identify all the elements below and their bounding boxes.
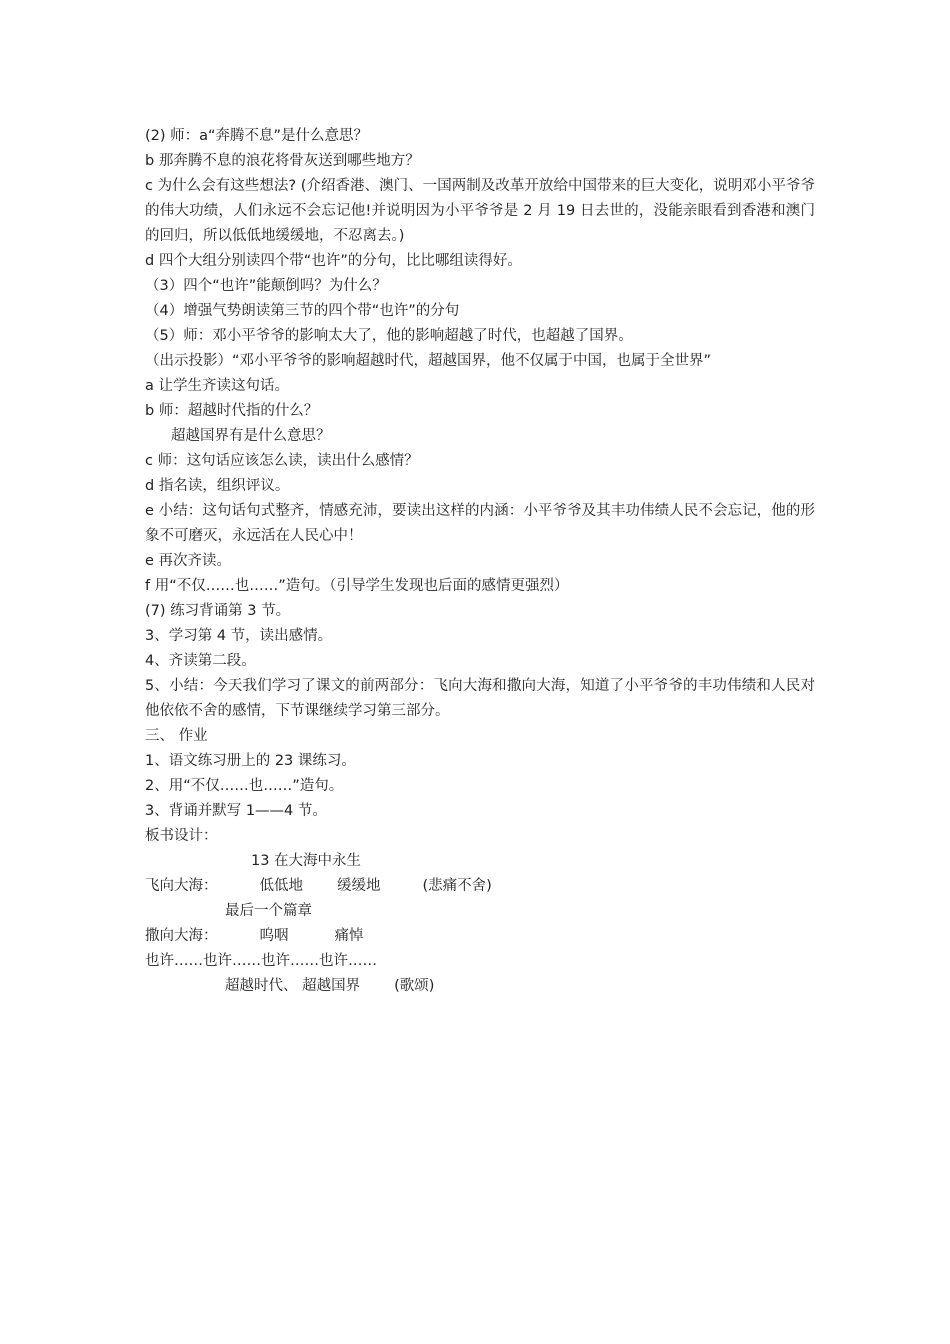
board-row	[145, 924, 815, 949]
paragraph: a 让学生齐读这句话。	[145, 378, 289, 394]
board-row: 也许……也许……也许……也许……	[145, 953, 377, 969]
board-design	[145, 849, 815, 999]
paragraph: (2) 师：a“奔腾不息”是什么意思？	[145, 128, 369, 144]
board-label: 撒向大海：	[145, 928, 218, 944]
board-row	[145, 974, 815, 999]
paragraph: （4）增强气势朗读第三节的四个带“也许”的分句	[145, 303, 460, 319]
board-note: (歌颂)	[394, 978, 435, 994]
document-page	[145, 124, 815, 999]
paragraph: 3、学习第 4 节，读出感情。	[145, 628, 333, 644]
paragraph: 板书设计：	[145, 828, 218, 844]
paragraph: b 师：超越时代指的什么？	[145, 403, 319, 419]
paragraph: c 师：这句话应该怎么读，读出什么感情？	[145, 453, 419, 469]
board-term: 呜咽	[259, 928, 289, 944]
paragraph: （5）师：邓小平爷爷的影响太大了，他的影响超越了时代，也超越了国界。	[145, 328, 633, 344]
board-label: 飞向大海：	[145, 878, 218, 894]
paragraph: (7) 练习背诵第 3 节。	[145, 603, 291, 619]
board-term: 痛悼	[334, 928, 364, 944]
paragraph: d 四个大组分别读四个带“也许”的分句，比比哪组读得好。	[145, 253, 522, 269]
paragraph: e 再次齐读。	[145, 553, 232, 569]
paragraph: 1、语文练习册上的 23 课练习。	[145, 753, 356, 769]
board-row	[145, 874, 815, 899]
board-term: 缓缓地	[337, 878, 381, 894]
section-heading: 三、 作业	[145, 728, 208, 744]
paragraph: b 那奔腾不息的浪花将骨灰送到哪些地方？	[145, 153, 420, 169]
paragraph: 超越国界有是什么意思？	[171, 428, 331, 444]
board-row: 最后一个篇章	[225, 903, 312, 919]
paragraph: （3）四个“也许”能颠倒吗？为什么？	[145, 278, 387, 294]
paragraph: 4、齐读第二段。	[145, 653, 256, 669]
paragraph: 2、用“不仅……也……”造句。	[145, 778, 344, 794]
board-term: 低低地	[259, 878, 303, 894]
paragraph: e 小结：这句话句式整齐，情感充沛，要读出这样的内涵：小平爷爷及其丰功伟绩人民不会忘记，他的形象不可磨灭，永远活在人民心中！	[145, 503, 815, 544]
board-note: (悲痛不舍)	[422, 878, 492, 894]
paragraph: 5、小结：今天我们学习了课文的前两部分：飞向大海和撒向大海，知道了小平爷爷的丰功伟绩和人民对他依依不舍的感情，下节课继续学习第三部分。	[145, 678, 815, 719]
paragraph: d 指名读，组织评议。	[145, 478, 290, 494]
board-term: 超越时代、 超越国界	[225, 978, 361, 994]
board-title: 13 在大海中永生	[251, 853, 362, 869]
paragraph: c 为什么会有这些想法? (介绍香港、澳门、一国两制及改革开放给中国带来的巨大变化，说明邓小平爷爷的伟大功绩，人们永远不会忘记他!并说明因为小平爷爷是 2 月 19 日去世的，没能亲眼看到香港和澳门的回归，所以低低地缓缓地，不忍离去。)	[145, 178, 815, 244]
paragraph: f 用“不仅……也……”造句。（引导学生发现也后面的感情更强烈）	[145, 578, 569, 594]
paragraph: 3、背诵并默写 1——4 节。	[145, 803, 327, 819]
paragraph: （出示投影）“邓小平爷爷的影响超越时代，超越国界，他不仅属于中国，也属于全世界”	[145, 353, 712, 369]
